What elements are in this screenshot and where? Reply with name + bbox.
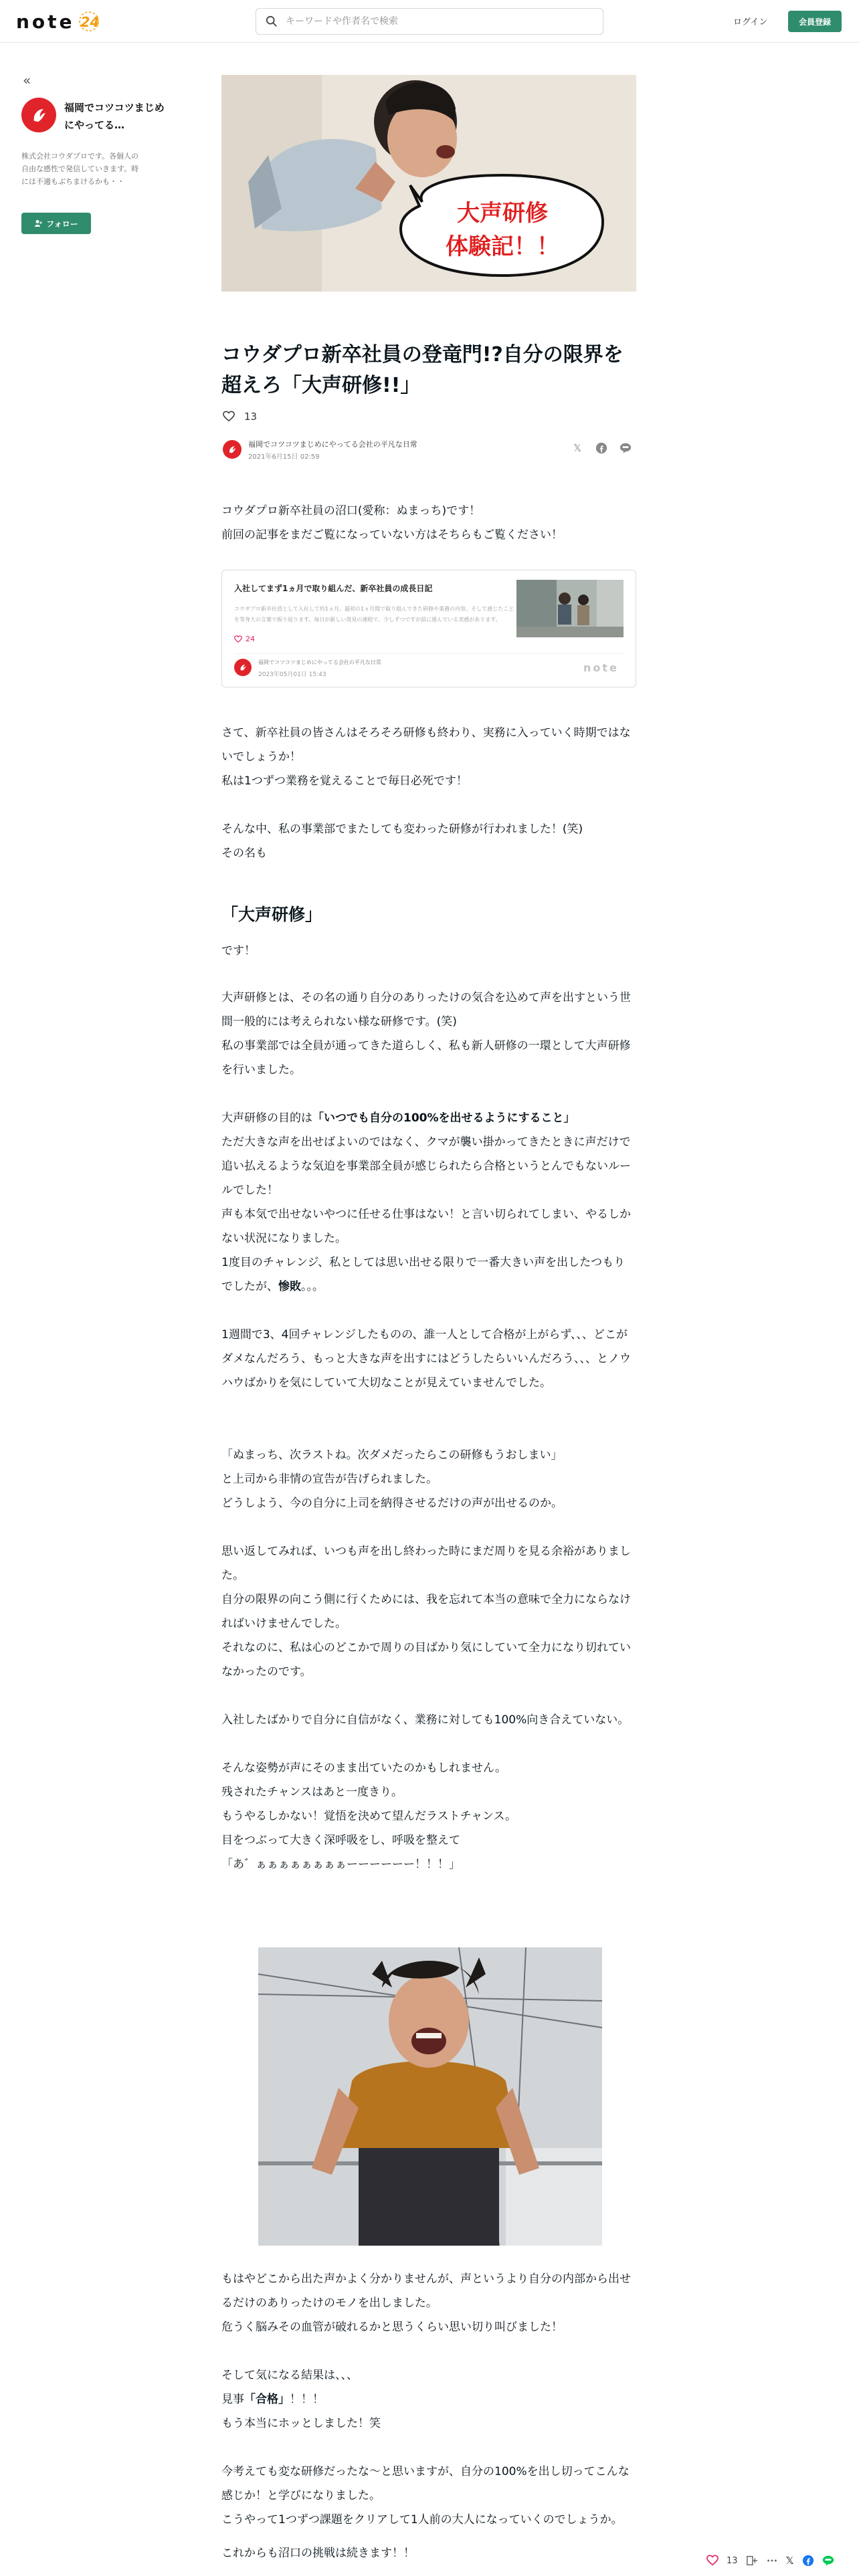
creator-description: 株式会社コウダプロです。各個人の自由な感性で発信していきます。時には不適もぶちまけるかも・・ bbox=[21, 152, 139, 186]
intro-line-1: コウダプロ新卒社員の沼口(愛称：ぬまっち)です！ bbox=[221, 504, 481, 518]
paragraph-8b: そんな姿勢が声にそのまま出ていたのかもしれません。 bbox=[221, 1761, 507, 1775]
paragraph-4c: 1度目のチャレンジ、私としては思い出せる限りで一番大きい声を出したつもりでしたが、惨敗。。。 bbox=[221, 1256, 626, 1293]
x-share-icon[interactable]: 𝕏 bbox=[573, 442, 582, 454]
paragraph-11c: これからも沼口の挑戦は続きます！！ bbox=[221, 2547, 415, 2560]
desu-line: です！ bbox=[221, 944, 256, 958]
paragraph-4b: 声も本気で出せないやつに任せる仕事はない！と言い切られてしまい、やるしかない状況になりました。 bbox=[221, 1208, 631, 1245]
section-heading: 「大声研修」 bbox=[221, 905, 322, 924]
author-row bbox=[223, 439, 635, 461]
embed-thumbnail bbox=[516, 580, 624, 637]
paragraph-10a: そして気になる結果は、、、 bbox=[221, 2369, 358, 2382]
add-user-icon bbox=[34, 219, 42, 227]
paragraph-11b: こうやって1つずつ課題をクリアして1人前の大人になっていくのでしょうか。 bbox=[221, 2513, 623, 2527]
paragraph-3: 大声研修とは、その名の通り自分のありったけの気合を込めて声を出すという世間一般的には考えられない様な研修です。(笑) bbox=[221, 991, 631, 1029]
heart-icon[interactable] bbox=[223, 411, 235, 423]
paragraph-10c: もう本当にホッとしました！笑 bbox=[221, 2417, 381, 2430]
line-share-icon[interactable] bbox=[619, 441, 632, 455]
paragraph-11a: 今考えても変な研修だったな〜と思いますが、自分の100%を出し切ってこんな感じか！と学びになりました。 bbox=[221, 2465, 630, 2502]
paragraph-1: さて、新卒社員の皆さんはそろそろ研修も終わり、実務に入っていく時期ではないでしょうか！ bbox=[221, 726, 631, 764]
search-box[interactable] bbox=[256, 8, 603, 35]
paragraph-10b: 見事「合格」！！！ bbox=[221, 2393, 324, 2406]
like-count[interactable]: 13 bbox=[244, 411, 258, 423]
embed-date: 2023年05月01日 15:43 bbox=[258, 671, 326, 678]
paragraph-7c: それなのに、私は心のどこかで周りの目ばかり気にしていて全力になり切れていなかったのです。 bbox=[221, 1641, 631, 1679]
note-watermark: note bbox=[583, 661, 619, 674]
global-header bbox=[0, 0, 859, 43]
login-link[interactable]: ログイン bbox=[733, 17, 768, 27]
article-title: コウダプロ新卒社員の登竜門!?自分の限界を超えろ「大声研修!!」 bbox=[221, 343, 624, 397]
search-input[interactable] bbox=[286, 16, 593, 27]
creator-avatar[interactable] bbox=[21, 98, 56, 132]
x-share-icon[interactable]: 𝕏 bbox=[785, 2555, 794, 2567]
paragraph-7a: 思い返してみれば、いつも声を出し終わった時にまだ周りを見る余裕がありました。 bbox=[221, 1545, 631, 1582]
follow-button[interactable]: フォロー bbox=[21, 213, 91, 234]
magazine-add-icon[interactable] bbox=[746, 2555, 758, 2567]
share-icons bbox=[571, 441, 632, 455]
embed-title[interactable]: 入社してまず1ヵ月で取り組んだ、新卒社員の成長日記 bbox=[234, 584, 433, 593]
paragraph-3b: 私の事業部では全員が通ってきた道らしく、私も新人研修の一環として大声研修を行いました。 bbox=[221, 1039, 631, 1077]
paragraph-6a: 「ぬまっち、次ラストね。次ダメだったらこの研修もうおしまい」 bbox=[221, 1448, 563, 1462]
author-avatar[interactable] bbox=[223, 440, 242, 459]
float-like-count[interactable]: 13 bbox=[727, 2555, 738, 2566]
paragraph-8d: もうやるしかない！覚悟を決めて望んだラストチャンス。 bbox=[221, 1810, 516, 1823]
embed-divider bbox=[234, 653, 625, 654]
embedded-article-card[interactable] bbox=[221, 570, 636, 687]
shouting-photo bbox=[258, 1947, 602, 2246]
search-icon bbox=[266, 15, 278, 27]
paragraph-8f: 「あ゛ぁぁぁぁぁぁぁぁーーーーーー！！！」 bbox=[221, 1858, 460, 1871]
embed-excerpt: コウダプロ新卒社員として入社して約1ヵ月。最初の1ヵ月間で取り組んできた研修や業務の内容、そして感じたことを等身大の言葉で振り返ります。毎日が新しい発見の連続で、少しずつですが前に進んでいる実感があります。 bbox=[234, 606, 514, 623]
paragraph-2b: その名も bbox=[221, 847, 267, 860]
more-icon[interactable] bbox=[766, 2555, 778, 2567]
paragraph-4a: ただ大きな声を出せばよいのではなく、クマが襲い掛かってきたときに声だけで追い払えるような気迫を事業部全員が感じられたら合格というとんでもないルールでした！ bbox=[221, 1136, 631, 1197]
embed-author-avatar bbox=[234, 659, 252, 676]
facebook-share-icon[interactable] bbox=[802, 2555, 814, 2567]
paragraph-8c: 残されたチャンスはあと一度きり。 bbox=[221, 1786, 403, 1799]
paragraph-1b: 私は1つずつ業務を覚えることで毎日必死です！ bbox=[221, 774, 468, 788]
brand-logo-icon bbox=[29, 105, 49, 125]
brand-logo-icon bbox=[238, 663, 248, 672]
paragraph-8a: 入社したばかりで自分に自信がなく、業務に対しても100%向き合えていない。 bbox=[221, 1713, 630, 1727]
paragraph-9a: もはやどこから出た声かよく分かりませんが、声というより自分の内部から出せるだけのありったけのモノを出しました。 bbox=[221, 2272, 631, 2310]
floating-action-bar bbox=[702, 2551, 859, 2571]
author-name[interactable]: 福岡でコツコツまじめにやってる会社の平凡な日常 bbox=[248, 440, 417, 449]
note-logo[interactable]: note 24 bbox=[16, 10, 100, 33]
heart-icon bbox=[234, 635, 242, 643]
paragraph-8e: 目をつぶって大きく深呼吸をし、呼吸を整えて bbox=[221, 1834, 460, 1847]
anniversary-badge: 24 bbox=[78, 10, 100, 33]
paragraph-9b: 危うく脳みその血管が破れるかと思うくらい思い切り叫びました！ bbox=[221, 2321, 563, 2334]
collapse-sidebar-icon[interactable]: « bbox=[23, 72, 31, 88]
line-share-icon[interactable] bbox=[822, 2555, 834, 2567]
paragraph-2: そんな中、私の事業部でまたしても変わった研修が行われました！(笑) bbox=[221, 823, 583, 836]
paragraph-4-lead: 大声研修の目的は「いつでも自分の100%を出せるようにすること」 bbox=[221, 1111, 575, 1125]
facebook-share-icon[interactable] bbox=[595, 441, 608, 455]
publish-date: 2021年6月15日 02:59 bbox=[248, 453, 320, 461]
paragraph-5: 1週間で3、4回チャレンジしたものの、誰一人として合格が上がらず、、、どこがダメなんだろう、もっと大きな声を出すにはどうしたらいいんだろう、、、とノウハウばかりを気にしていて大切なことが見えていませんでした。 bbox=[221, 1328, 631, 1390]
like-area[interactable] bbox=[223, 411, 257, 423]
embed-author: 福岡でコツコツまじめにやってる会社の平凡な日常 bbox=[258, 659, 381, 665]
bubble-line-1: 大声研修 bbox=[457, 200, 548, 227]
paragraph-7b: 自分の限界の向こう側に行くためには、我を忘れて本当の意味で全力にならなければいけませんでした。 bbox=[221, 1593, 631, 1630]
intro-line-2: 前回の記事をまだご覧になっていない方はそちらもご覧ください！ bbox=[221, 528, 563, 542]
heart-icon[interactable] bbox=[706, 2555, 719, 2567]
signup-button[interactable]: 会員登録 bbox=[788, 11, 842, 32]
embed-like-area: 24 bbox=[234, 635, 255, 643]
hero-image bbox=[221, 75, 636, 292]
bubble-line-2: 体験記！！ bbox=[446, 233, 559, 260]
paragraph-6b: と上司から非情の宣告が告げられました。 bbox=[221, 1473, 438, 1486]
brand-logo-icon bbox=[227, 444, 237, 455]
paragraph-6c: どうしよう、今の自分に上司を納得させるだけの声が出せるのか。 bbox=[221, 1497, 563, 1510]
creator-name[interactable]: 福岡でコツコツまじめにやってる… bbox=[64, 102, 165, 131]
